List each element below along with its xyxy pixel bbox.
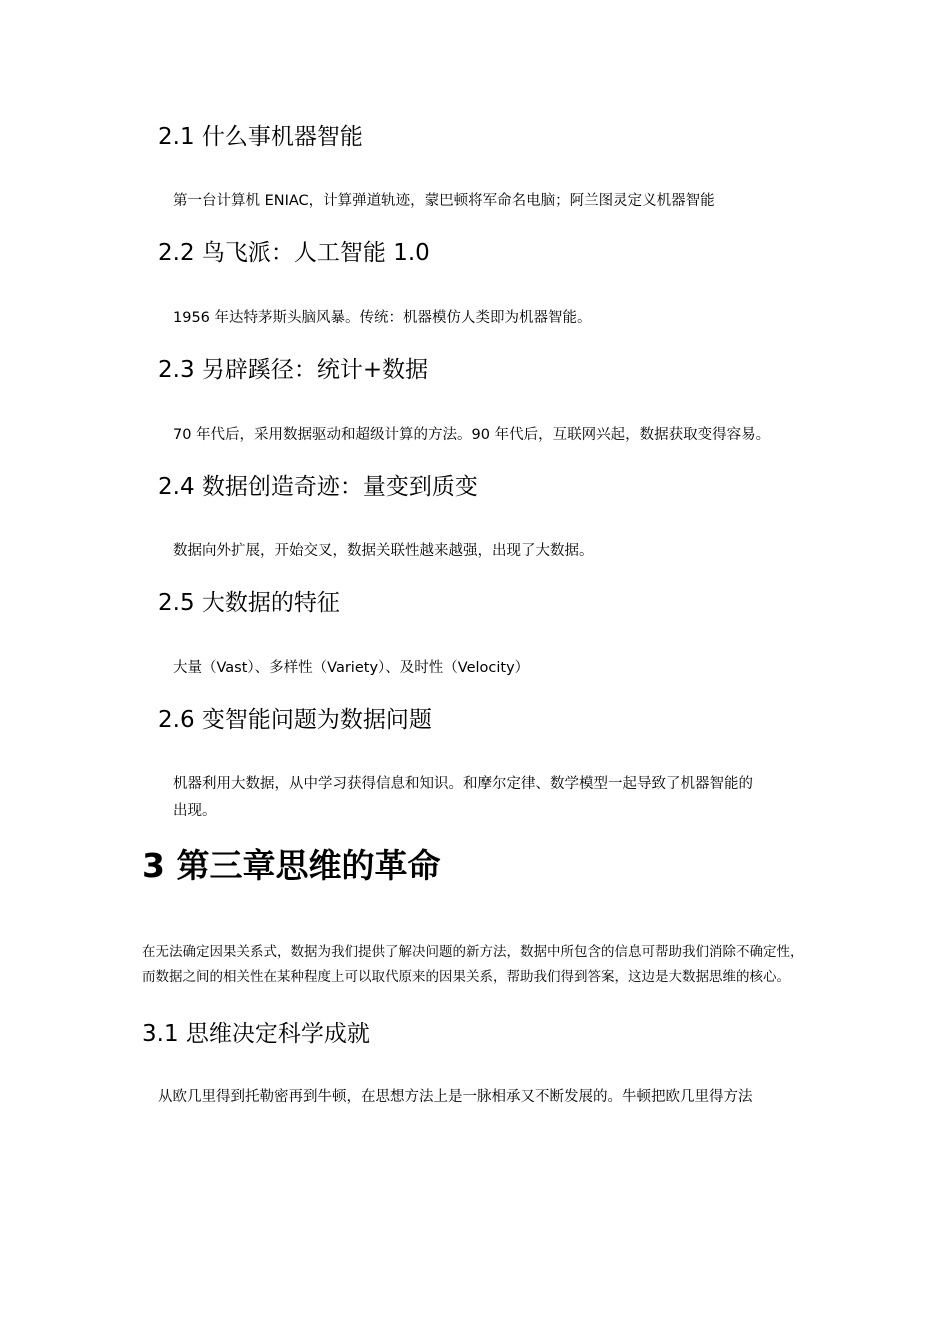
section-text-2-1: 第一台计算机 ENIAC，计算弹道轨迹，蒙巴顿将军命名电脑；阿兰图灵定义机器智能 (173, 193, 715, 209)
section-heading-2-1: 2.1 什么事机器智能 (158, 124, 363, 150)
section-text-2-6-line-2: 出现。 (173, 803, 217, 819)
section-text-2-3: 70 年代后，采用数据驱动和超级计算的方法。90 年代后，互联网兴起，数据获取变得容易。 (173, 427, 771, 443)
section-text-2-5: 大量（Vast）、多样性（Variety）、及时性（Velocity） (173, 660, 530, 676)
section-heading-2-5: 2.5 大数据的特征 (158, 590, 340, 616)
section-heading-2-6: 2.6 变智能问题为数据问题 (158, 707, 432, 733)
section-heading-3-1: 3.1 思维决定科学成就 (142, 1021, 370, 1047)
chapter-intro-line-2: 而数据之间的相关性在某种程度上可以取代原来的因果关系，帮助我们得到答案，这边是大数据思维的核心。 (142, 969, 790, 985)
section-text-3-1: 从欧几里得到托勒密再到牛顿，在思想方法上是一脉相承又不断发展的。牛顿把欧几里得方法 (158, 1089, 753, 1105)
chapter-title: 3 第三章思维的革命 (142, 846, 441, 885)
section-text-2-2: 1956 年达特茅斯头脑风暴。传统：机器模仿人类即为机器智能。 (173, 310, 592, 326)
section-text-2-6-line-1: 机器利用大数据，从中学习获得信息和知识。和摩尔定律、数学模型一起导致了机器智能的 (173, 776, 753, 792)
section-text-2-4: 数据向外扩展，开始交叉，数据关联性越来越强，出现了大数据。 (173, 543, 594, 559)
chapter-intro-line-1: 在无法确定因果关系式，数据为我们提供了解决问题的新方法，数据中所包含的信息可帮助我们消除不确定性， (142, 944, 804, 960)
section-heading-2-2: 2.2 鸟飞派：人工智能 1.0 (158, 240, 430, 266)
section-heading-2-4: 2.4 数据创造奇迹：量变到质变 (158, 474, 478, 500)
section-heading-2-3: 2.3 另辟蹊径：统计+数据 (158, 357, 429, 383)
